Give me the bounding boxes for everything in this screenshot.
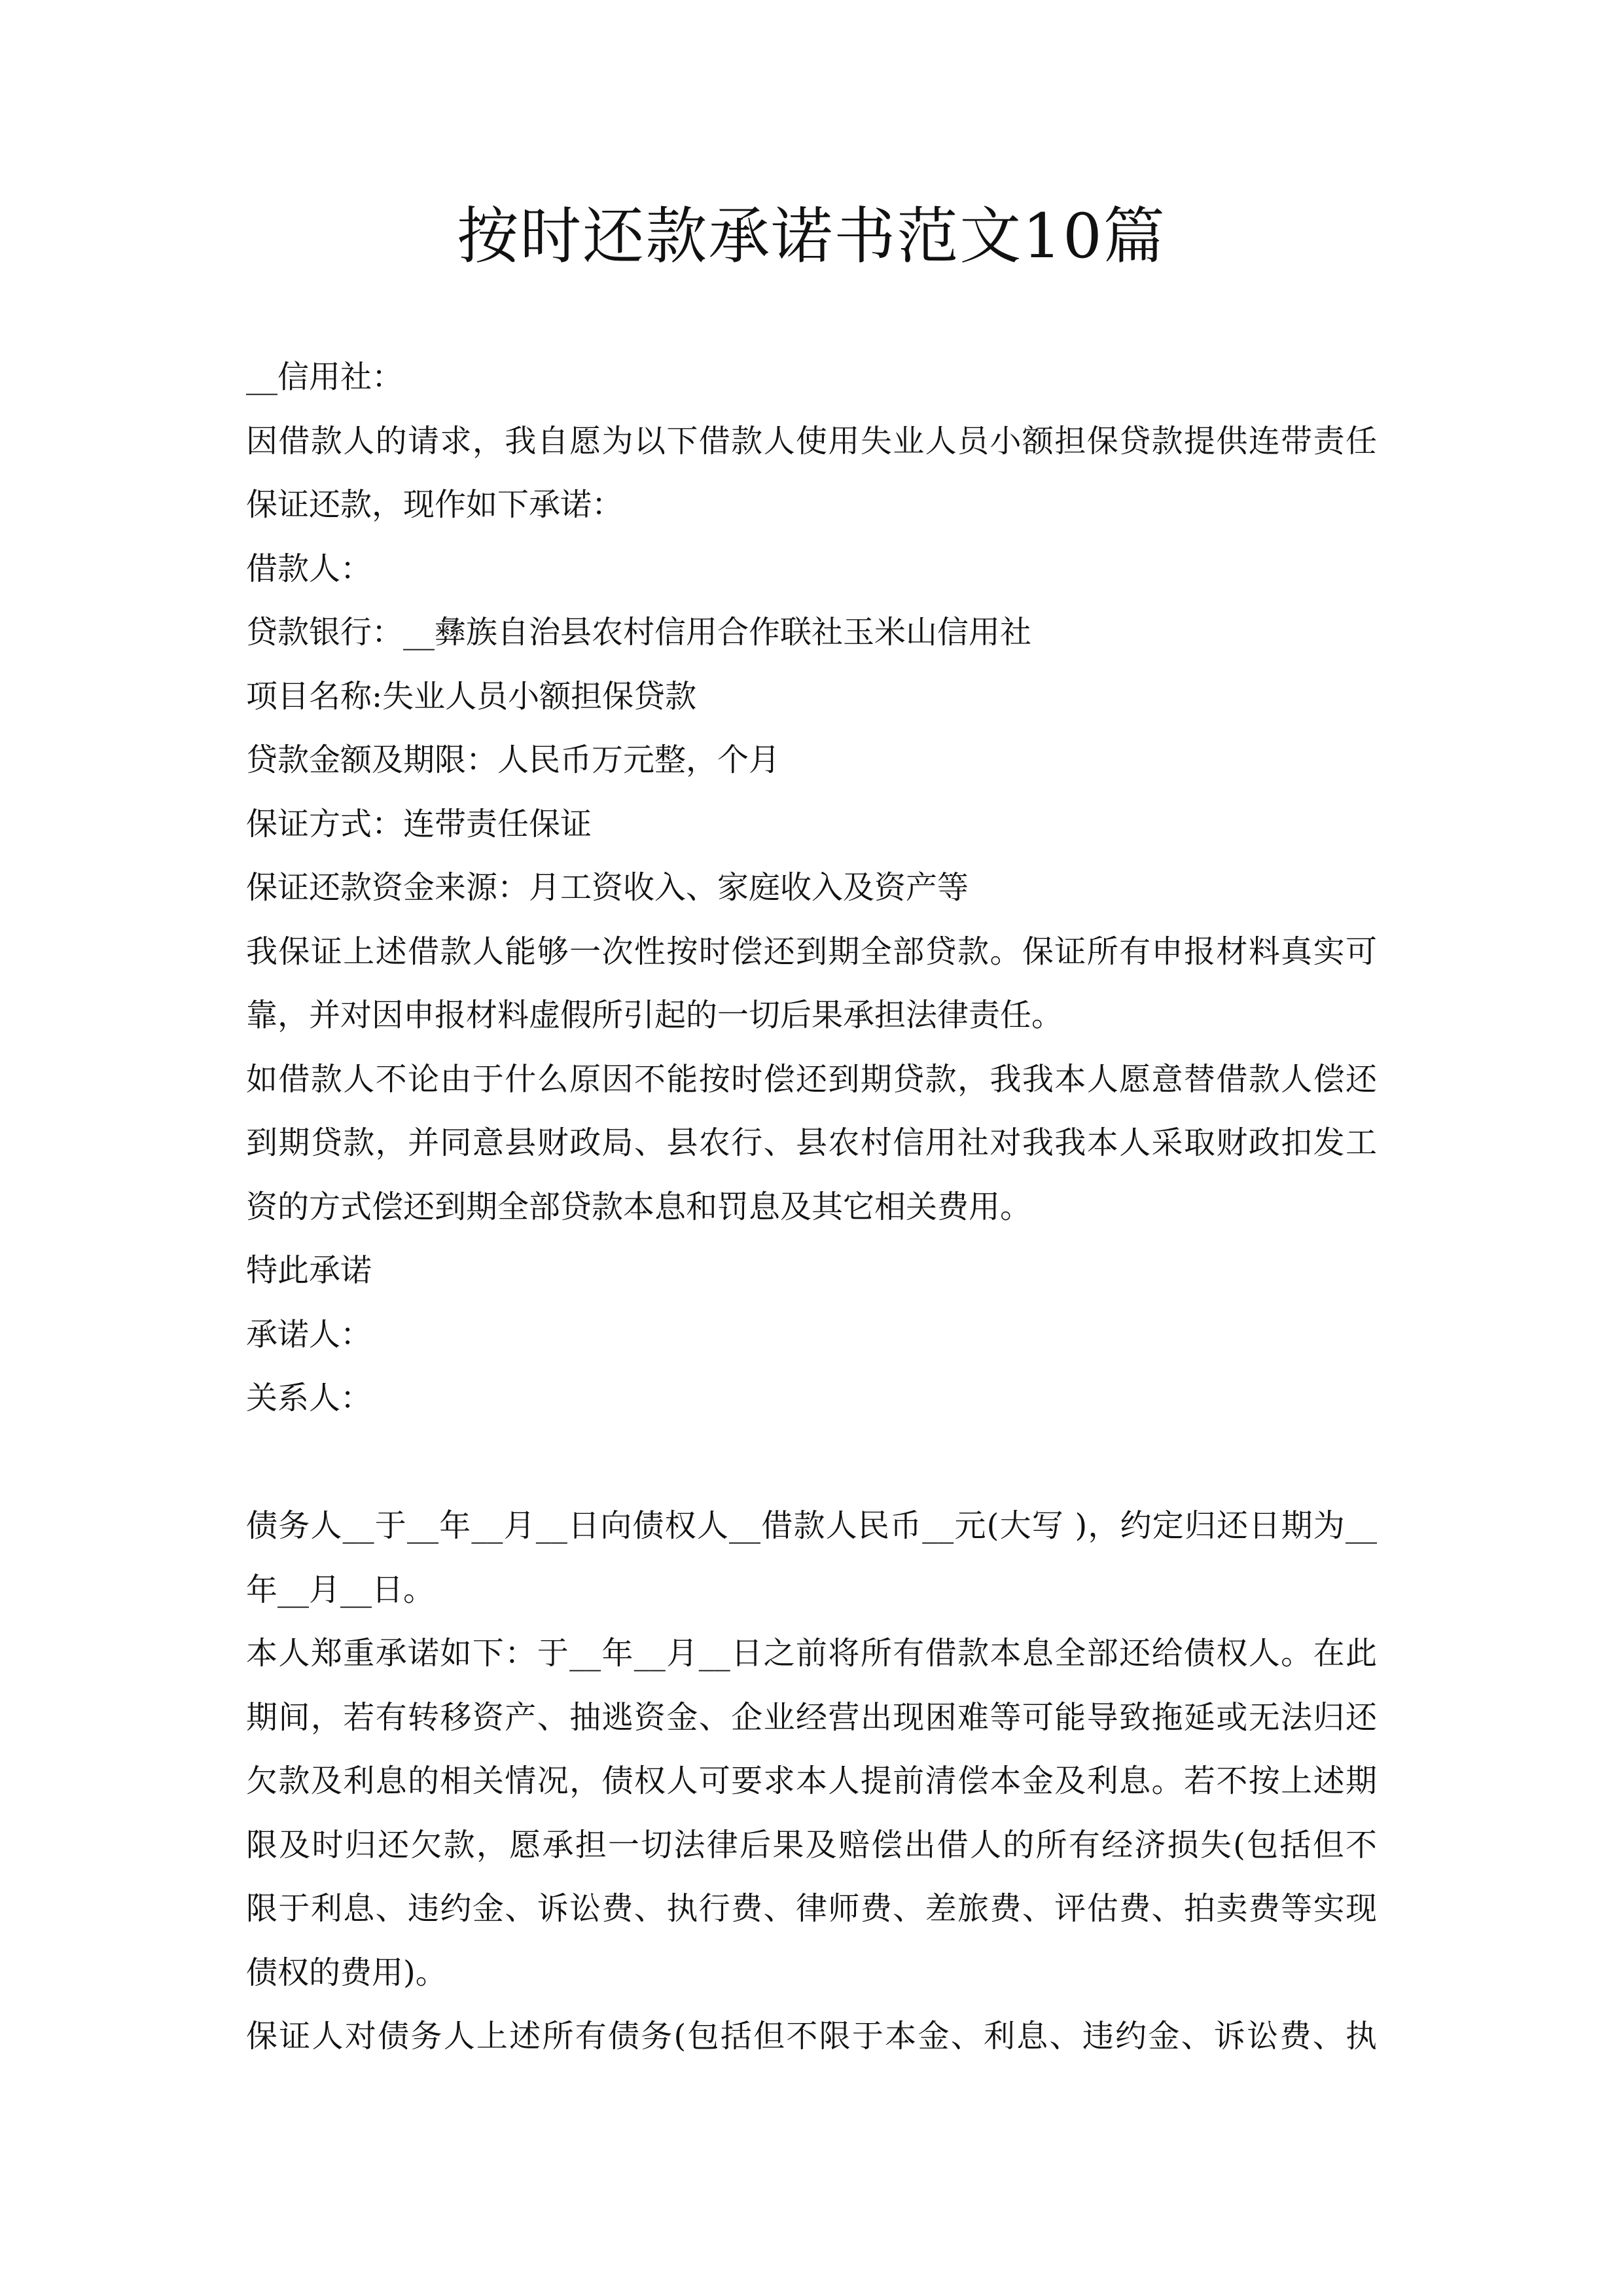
text-line: 年__月__日。 <box>246 1571 435 1608</box>
text-line: 项目名称:失业人员小额担保贷款 <box>246 677 697 715</box>
text-line: 保证还款资金来源：月工资收入、家庭收入及资产等 <box>246 869 969 906</box>
text-line: 债务人__于__年__月__日向债权人__借款人民币__元(大写 )，约定归还日期为__ <box>246 1507 1377 1544</box>
document-body <box>246 346 1377 2069</box>
text-line: 欠款及利息的相关情况，债权人可要求本人提前清偿本金及利息。若不按上述期 <box>246 1763 1377 1799</box>
text-line: __信用社： <box>246 359 404 395</box>
text-line: 我保证上述借款人能够一次性按时偿还到期全部贷款。保证所有申报材料真实可 <box>246 933 1377 970</box>
text-line: 如借款人不论由于什么原因不能按时偿还到期贷款，我我本人愿意替借款人偿还 <box>246 1060 1377 1098</box>
text-line: 承诺人： <box>246 1316 372 1353</box>
section-spacer <box>246 1431 1377 1495</box>
text-line: 保证还款，现作如下承诺： <box>246 486 624 523</box>
text-line: 靠，并对因申报材料虚假所引起的一切后果承担法律责任。 <box>246 997 1063 1033</box>
text-line: 限及时归还欠款，愿承担一切法律后果及赔偿出借人的所有经济损失(包括但不 <box>246 1826 1377 1863</box>
text-line: 期间，若有转移资产、抽逃资金、企业经营出现困难等可能导致拖延或无法归还 <box>246 1698 1377 1736</box>
text-line: 到期贷款，并同意县财政局、县农行、县农村信用社对我我本人采取财政扣发工 <box>246 1124 1377 1161</box>
text-line: 贷款金额及期限：人民币万元整，个月 <box>246 742 781 778</box>
document-title: 按时还款承诺书范文10篇 <box>457 201 1166 272</box>
text-line: 保证方式：连带责任保证 <box>246 805 592 842</box>
text-line: 因借款人的请求，我自愿为以下借款人使用失业人员小额担保贷款提供连带责任 <box>246 422 1377 459</box>
text-line: 债权的费用)。 <box>246 1954 447 1991</box>
text-line: 特此承诺 <box>246 1252 372 1289</box>
text-line: 资的方式偿还到期全部贷款本息和罚息及其它相关费用。 <box>246 1188 1032 1225</box>
text-line: 关系人： <box>246 1380 372 1416</box>
text-line: 限于利息、违约金、诉讼费、执行费、律师费、差旅费、评估费、拍卖费等实现 <box>246 1890 1377 1927</box>
text-line: 借款人： <box>246 550 372 587</box>
text-line: 贷款银行：__彝族自治县农村信用合作联社玉米山信用社 <box>246 614 1032 651</box>
text-line: 保证人对债务人上述所有债务(包括但不限于本金、利息、违约金、诉讼费、执 <box>246 2018 1377 2054</box>
text-line: 本人郑重承诺如下：于__年__月__日之前将所有借款本息全部还给债权人。在此 <box>246 1635 1377 1672</box>
